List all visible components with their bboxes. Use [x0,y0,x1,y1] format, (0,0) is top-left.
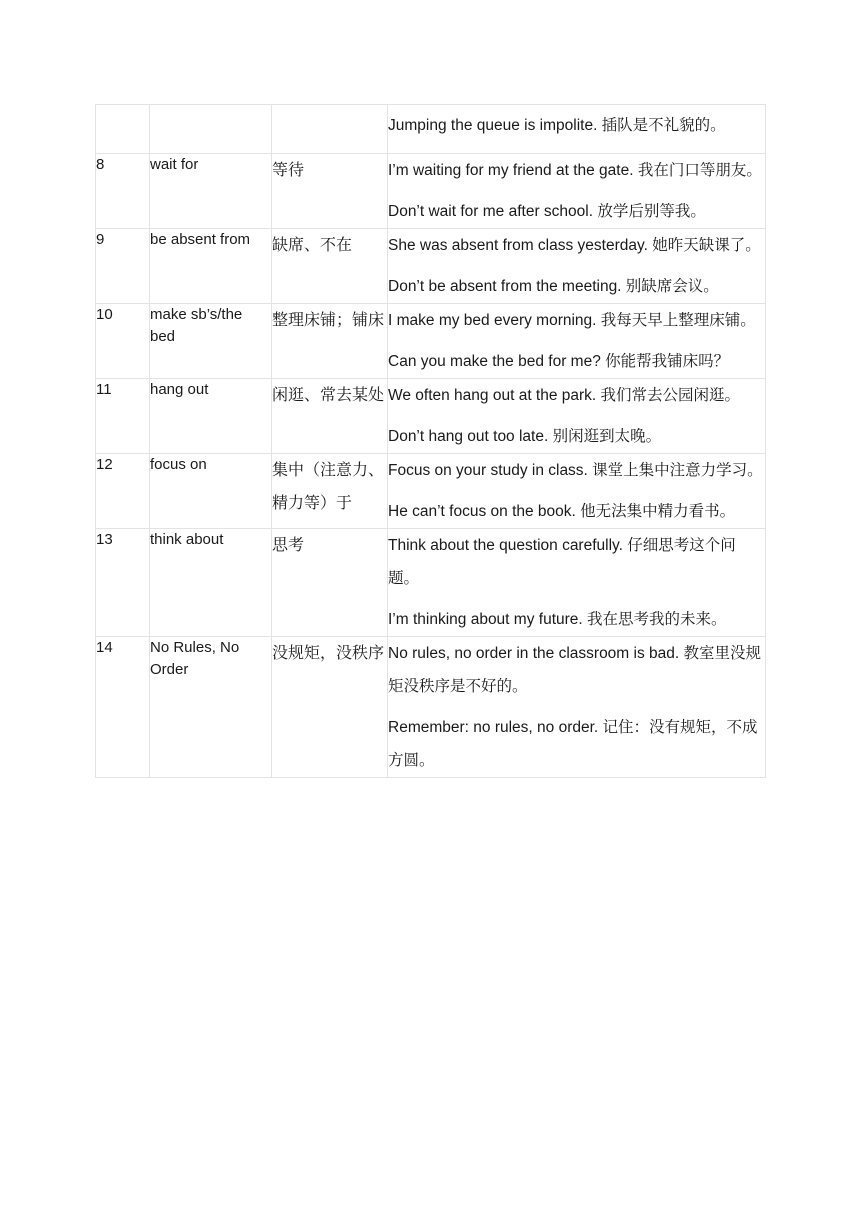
examples [388,105,766,154]
phrase [150,105,272,154]
meaning: 没规矩，没秩序 [272,637,388,778]
row-number: 12 [96,454,150,529]
table-row [96,229,766,304]
table-row [96,529,766,637]
examples [388,379,766,454]
vocabulary-table [95,104,766,778]
table-row [96,154,766,229]
phrase: be absent from [150,229,272,304]
example-sentence: Don’t hang out too late. 别闲逛到太晚。 [388,428,662,445]
phrase: think about [150,529,272,637]
example-sentence: Focus on your study in class. 课堂上集中注意力学习。 [388,462,763,479]
table-row [96,105,766,154]
meaning: 缺席、不在 [272,229,388,304]
meaning: 等待 [272,154,388,229]
example-sentence: I’m waiting for my friend at the gate. 我在门口等朋友。 [388,162,762,179]
example-sentence: Don’t be absent from the meeting. 别缺席会议。 [388,278,719,295]
example-sentence: She was absent from class yesterday. 她昨天缺课了。 [388,237,761,254]
example-sentence: We often hang out at the park. 我们常去公园闲逛。 [388,387,741,404]
table-row [96,454,766,529]
examples [388,154,766,229]
example-sentence: Think about the question carefully. 仔细思考这个问题。 [388,537,736,587]
examples [388,637,766,778]
row-number: 13 [96,529,150,637]
phrase: make sb’s/the bed [150,304,272,379]
examples [388,229,766,304]
meaning: 整理床铺；铺床 [272,304,388,379]
meaning: 集中（注意力、精力等）于 [272,454,388,529]
phrase: hang out [150,379,272,454]
example-sentence: Don’t wait for me after school. 放学后别等我。 [388,203,706,220]
row-number: 14 [96,637,150,778]
phrase: focus on [150,454,272,529]
row-number [96,105,150,154]
example-sentence: Can you make the bed for me? 你能帮我铺床吗？ [388,353,730,370]
phrase: wait for [150,154,272,229]
phrase: No Rules, No Order [150,637,272,778]
meaning [272,105,388,154]
examples [388,304,766,379]
table-row [96,379,766,454]
example-sentence: I’m thinking about my future. 我在思考我的未来。 [388,611,727,628]
meaning: 思考 [272,529,388,637]
example-sentence: No rules, no order in the classroom is bad. 教室里没规矩没秩序是不好的。 [388,645,761,695]
row-number: 9 [96,229,150,304]
row-number: 8 [96,154,150,229]
table-row [96,304,766,379]
example-sentence: Jumping the queue is impolite. 插队是不礼貌的。 [388,117,726,134]
examples [388,529,766,637]
row-number: 10 [96,304,150,379]
examples [388,454,766,529]
meaning: 闲逛、常去某处 [272,379,388,454]
table-row [96,637,766,778]
example-sentence: He can’t focus on the book. 他无法集中精力看书。 [388,503,736,520]
example-sentence: I make my bed every morning. 我每天早上整理床铺。 [388,312,756,329]
example-sentence: Remember: no rules, no order. 记住：没有规矩，不成方圆。 [388,719,758,769]
row-number: 11 [96,379,150,454]
